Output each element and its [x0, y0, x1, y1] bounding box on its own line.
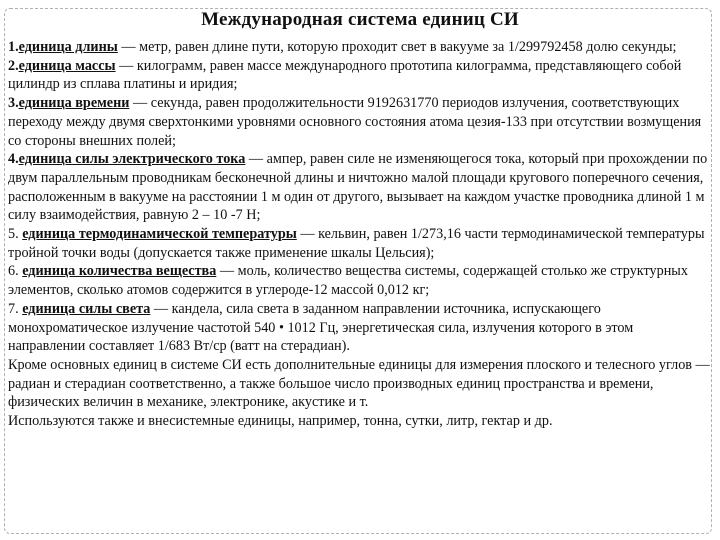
- item-text: — секунда, равен продолжительности 9192631770 периодов излучения, соответствующих переходу между двумя сверхтонкими уровнями основного состояния атома цезия-133 при отсутствии возмущения со стороны внешних полей;: [8, 95, 702, 149]
- list-item-amount: [8, 262, 712, 299]
- item-number: 6.: [8, 263, 23, 280]
- item-text: — ампер, равен силе не изменяющегося тока, который при прохождении по двум параллельным проводникам бесконечной длины и ничтожно малой площади кругового поперечного сечения, расположенным в вакууме на расстоянии 1 м один от другого, вызывает на каждом участке проводника длиной 1 м силу взаимодействия, равную 2 – 10 -7 Н;: [8, 151, 708, 224]
- item-text: — моль, количество вещества системы, содержащей столько же структурных элементов, сколько атомов содержится в углероде-12 массой 0,012 кг;: [8, 263, 688, 299]
- closing-paragraph: Кроме основных единиц в системе СИ есть дополнительные единицы для измерения плоского и телесного углов — радиан и стерадиан соответственно, а также большое число производных единиц пространства и времени, физических величин в механике, электронике, акустике и т.: [8, 356, 710, 411]
- list-item-current: [8, 150, 712, 225]
- item-number: 7.: [8, 300, 23, 317]
- list-item-mass: [8, 57, 712, 94]
- page-title: Международная система единиц СИ: [201, 9, 519, 30]
- list-item-length: [8, 38, 712, 57]
- list-item-luminous: [8, 300, 712, 356]
- list-item-temperature: [8, 225, 712, 262]
- item-term: единица термодинамической температуры: [22, 226, 297, 243]
- item-term: единица количества вещества: [22, 263, 217, 280]
- item-number: 3.: [8, 95, 19, 112]
- list-item-time: [8, 94, 712, 150]
- item-number: 4.: [8, 151, 19, 168]
- item-term: единица силы света: [22, 300, 151, 317]
- item-term: единица времени: [18, 95, 130, 112]
- slide-body: [8, 38, 712, 431]
- item-number: 1.: [8, 39, 19, 55]
- item-text: — килограмм, равен массе международного прототипа килограмма, представляющего собой цилиндр из сплава платины и иридия;: [8, 57, 682, 93]
- closing-note: Используются также и внесистемные единицы, например, тонна, сутки, литр, гектар и др.: [8, 413, 553, 430]
- item-term: единица массы: [18, 57, 116, 74]
- item-number: 2.: [8, 57, 19, 74]
- item-text: — метр, равен длине пути, которую проходит свет в вакууме за 1/299792458 долю секунды;: [117, 39, 677, 55]
- item-number: 5.: [8, 226, 23, 243]
- item-text: — кандела, сила света в заданном направлении источника, испускающего монохроматическое излучение частотой 540 • 1012 Гц, энергетическая сила, излучения которого в этом направлении составляет 1/683 Вт/ср (ватт на стерадиан).: [8, 300, 634, 355]
- item-term: единица силы электрического тока: [18, 151, 246, 168]
- item-term: единица длины: [18, 39, 118, 55]
- item-text: — кельвин, равен 1/273,16 части термодинамической температуры тройной точки воды (допускается также применение шкалы Цельсия);: [8, 226, 705, 261]
